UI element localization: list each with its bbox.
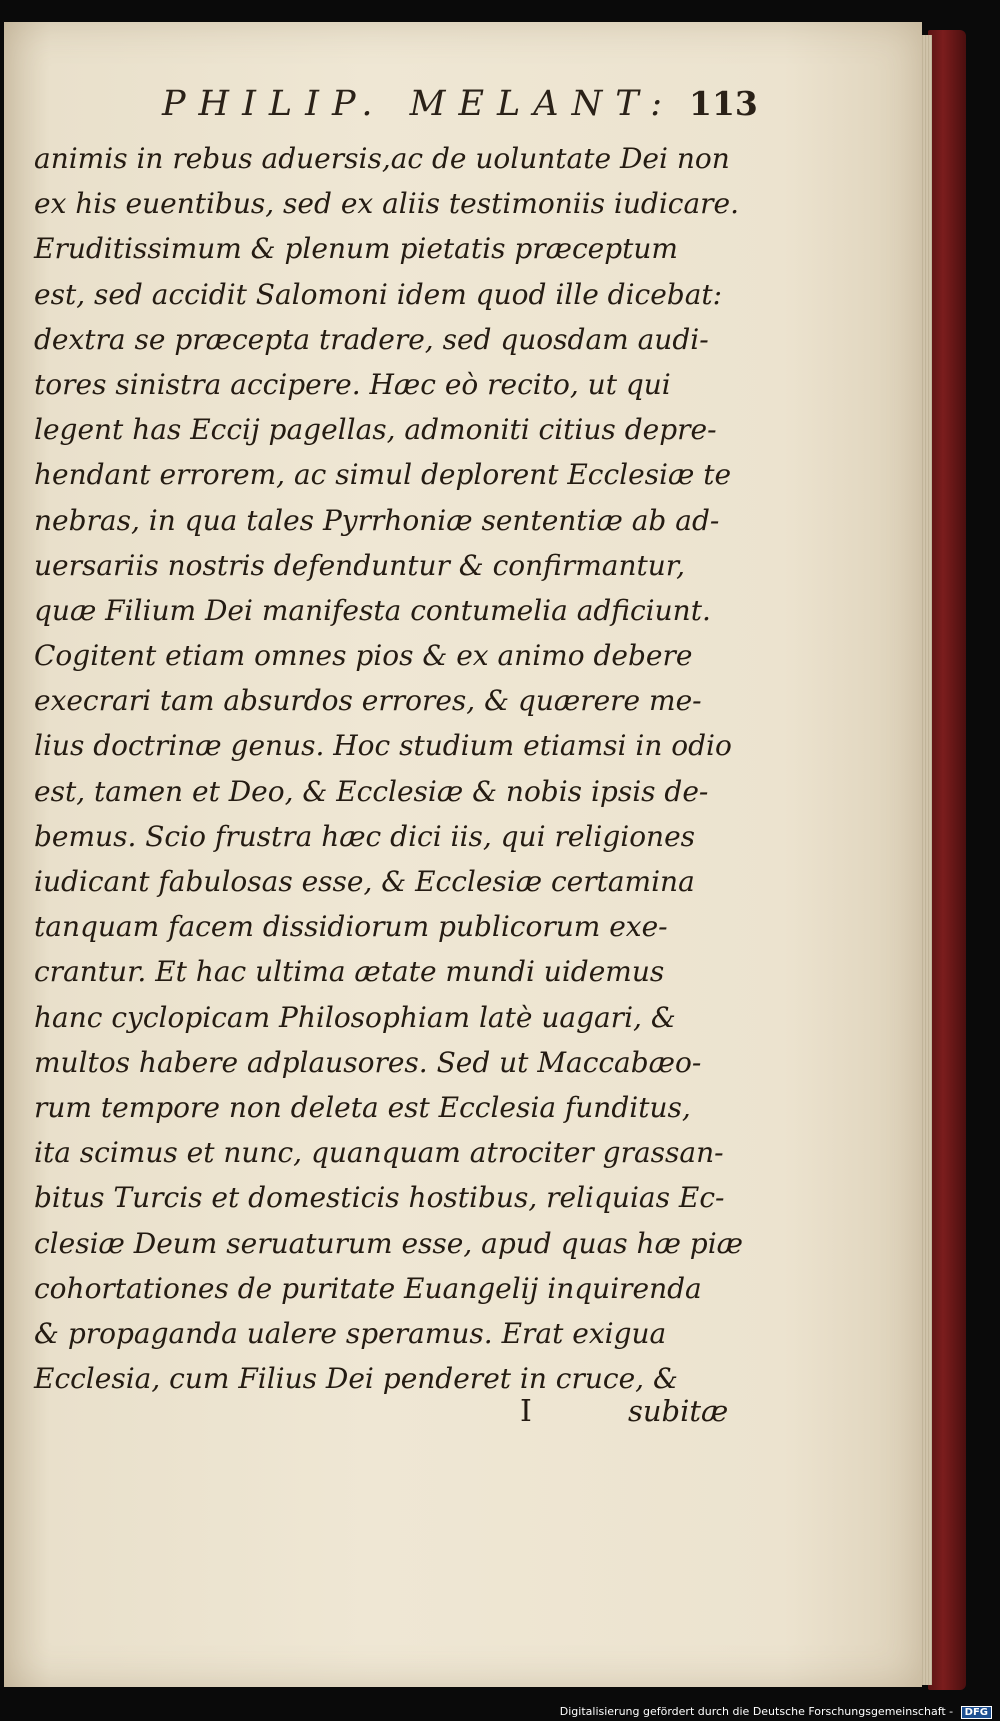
book-page — [4, 22, 922, 1687]
text-line: ex his euentibus, sed ex aliis testimoniis iudicare. — [34, 187, 740, 221]
text-line: lius doctrinæ genus. Hoc studium etiamsi in odio — [34, 729, 732, 763]
signature-mark: I — [520, 1394, 532, 1429]
text-line: execrari tam absurdos errores, & quærere me- — [34, 684, 702, 718]
page-footer — [4, 1394, 922, 1444]
text-line: clesiæ Deum seruaturum esse, apud quas hæ piæ — [34, 1226, 743, 1260]
book-cover-edge — [928, 30, 966, 1690]
catchword: subitæ — [628, 1394, 729, 1428]
text-line: animis in rebus aduersis,ac de uoluntate Dei non — [34, 142, 730, 175]
text-line: est, tamen et Deo, & Ecclesiæ & nobis ipsis de- — [34, 774, 709, 808]
text-line: hendant errorem, ac simul deplorent Ecclesiæ te — [34, 458, 732, 492]
text-line: est, sed accidit Salomoni idem quod ille dicebat: — [34, 277, 723, 311]
text-line: Ecclesia, cum Filius Dei penderet in cruce, & — [34, 1362, 678, 1396]
text-line: tanquam facem dissidiorum publicorum exe- — [34, 910, 668, 944]
text-line: cohortationes de puritate Euangelij inquirenda — [34, 1271, 702, 1305]
text-line: iudicant fabulosas esse, & Ecclesiæ certamina — [34, 865, 695, 898]
text-line: Eruditissimum & plenum pietatis præceptum — [34, 232, 678, 266]
text-line: legent has Eccij pagellas, admoniti citius depre- — [34, 413, 717, 447]
running-title: PHILIP. MELANT: — [162, 84, 676, 124]
text-line: bitus Turcis et domesticis hostibus, reliquias Ec- — [34, 1181, 725, 1215]
text-line: dextra se præcepta tradere, sed quosdam audi- — [34, 322, 709, 356]
text-line: & propaganda ualere speramus. Erat exigua — [34, 1316, 667, 1350]
digitization-credit — [560, 1705, 992, 1719]
text-line: uersariis nostris defenduntur & confirmantur, — [34, 548, 685, 582]
text-line: crantur. Et hac ultima ætate mundi uidemus — [34, 955, 665, 989]
body-text — [34, 136, 754, 1401]
text-line: hanc cyclopicam Philosophiam latè uagari, & — [34, 1000, 676, 1034]
page-number: 113 — [689, 84, 758, 123]
text-line: multos habere adplausores. Sed ut Maccabæo- — [34, 1045, 702, 1079]
dfg-logo: DFG — [961, 1706, 992, 1719]
text-line: bemus. Scio frustra hæc dici iis, qui religiones — [34, 819, 696, 853]
text-line: quæ Filium Dei manifesta contumelia adficiunt. — [34, 593, 711, 627]
text-line: Cogitent etiam omnes pios & ex animo debere — [34, 639, 693, 673]
credit-text: Digitalisierung gefördert durch die Deutsche Forschungsgemeinschaft - — [559, 1705, 954, 1718]
text-line: nebras, in qua tales Pyrrhoniæ sententiæ ab ad- — [34, 503, 720, 537]
text-line: ita scimus et nunc, quanquam atrociter grassan- — [34, 1136, 724, 1170]
text-line: rum tempore non deleta est Ecclesia funditus, — [34, 1090, 691, 1124]
page-header — [4, 84, 922, 134]
text-line: tores sinistra accipere. Hæc eò recito, ut qui — [34, 367, 671, 401]
